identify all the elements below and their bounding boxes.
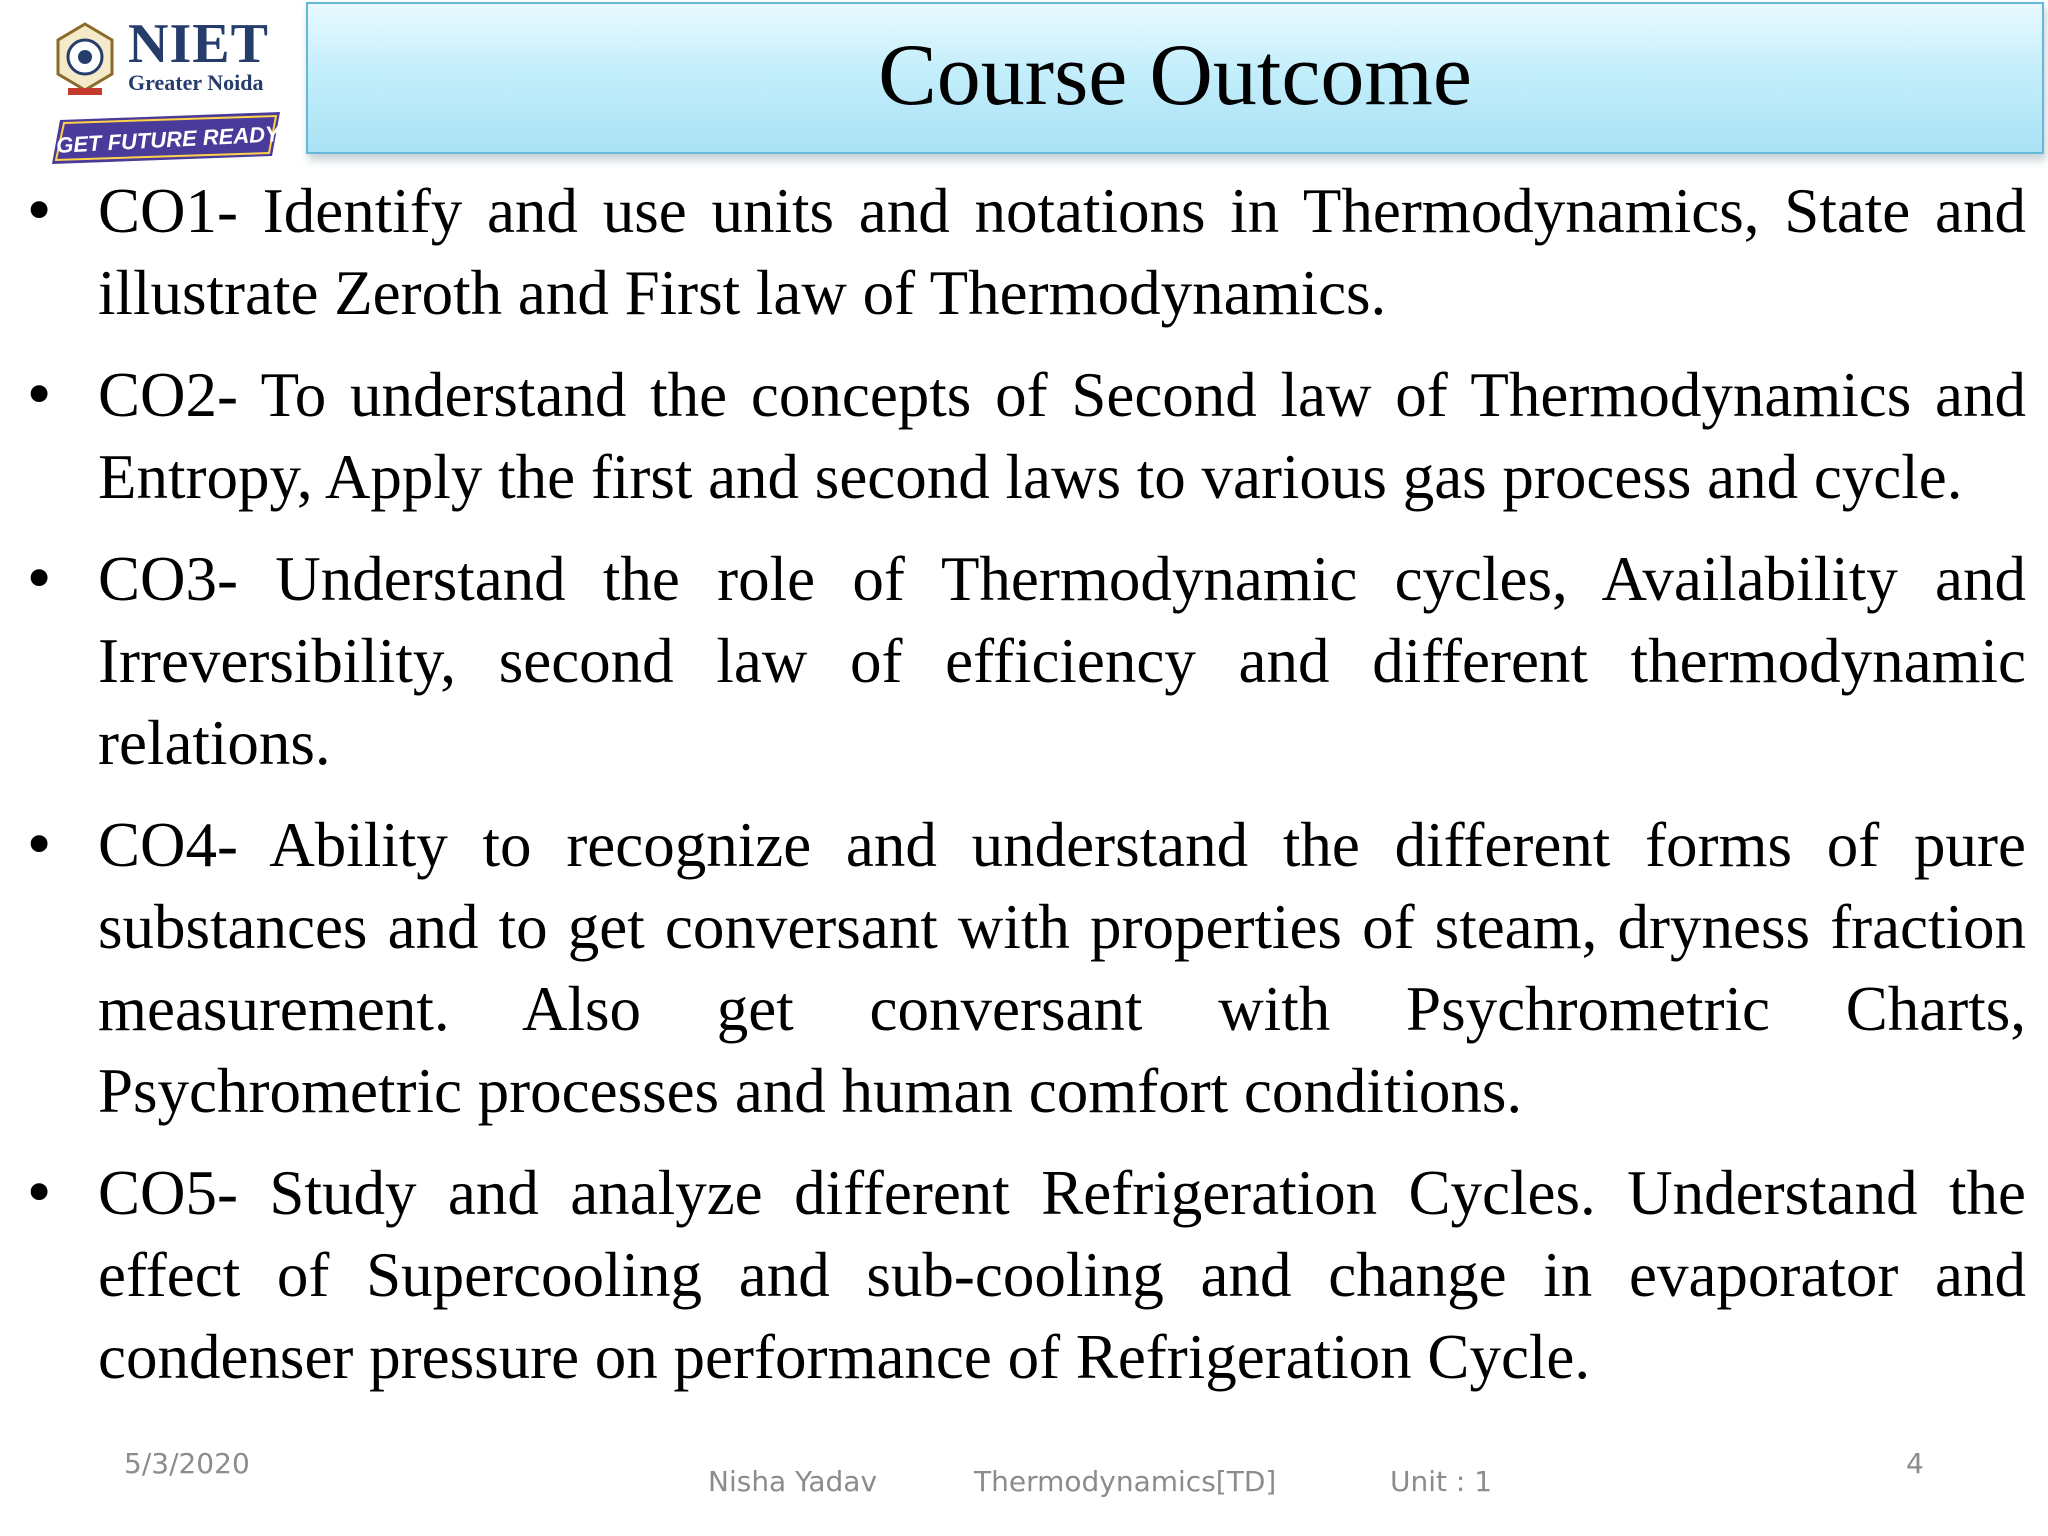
logo-name: NIET	[128, 13, 269, 75]
logo-tagline: GET FUTURE READY	[55, 121, 281, 158]
bullet: •	[22, 177, 57, 245]
title-banner	[306, 2, 2044, 154]
niet-logo	[40, 10, 290, 160]
footer-author: Nisha Yadav	[708, 1465, 878, 1498]
logo-location: Greater Noida	[128, 70, 264, 95]
niet-seal-icon	[50, 18, 120, 98]
list-item	[22, 170, 2026, 334]
get-future-ready-badge	[50, 110, 286, 166]
list-item	[22, 538, 2026, 784]
footer-date: 5/3/2020	[124, 1447, 250, 1480]
outcome-text: CO4- Ability to recognize and understand the different forms of pure substances and to get conversant with properties of steam, dryness fraction measurement. Also get conversant with Psychrometric Charts, Psychrometric processes and human comfort conditions.	[98, 810, 2026, 1126]
footer-page-number: 4	[1906, 1447, 1924, 1480]
list-item	[22, 1152, 2026, 1398]
list-item	[22, 804, 2026, 1132]
course-outcome-list	[22, 170, 2026, 1418]
bullet: •	[22, 811, 57, 879]
outcome-text: CO3- Understand the role of Thermodynamic cycles, Availability and Irreversibility, second law of efficiency and different thermodynamic relations.	[98, 544, 2026, 778]
outcome-text: CO2- To understand the concepts of Second law of Thermodynamics and Entropy, Apply the first and second laws to various gas process and cycle.	[98, 360, 2026, 512]
bullet: •	[22, 361, 57, 429]
bullet: •	[22, 545, 57, 613]
footer-unit: Unit : 1	[1390, 1465, 1493, 1498]
footer-subject: Thermodynamics[TD]	[974, 1465, 1277, 1498]
page-title: Course Outcome	[878, 27, 1472, 124]
outcome-text: CO5- Study and analyze different Refrigeration Cycles. Understand the effect of Supercooling and sub-cooling and change in evaporator and condenser pressure on performance of Refrigeration Cycle.	[98, 1158, 2026, 1392]
outcome-text: CO1- Identify and use units and notations in Thermodynamics, State and illustrate Zeroth and First law of Thermodynamics.	[98, 176, 2026, 328]
bullet: •	[22, 1159, 57, 1227]
list-item	[22, 354, 2026, 518]
